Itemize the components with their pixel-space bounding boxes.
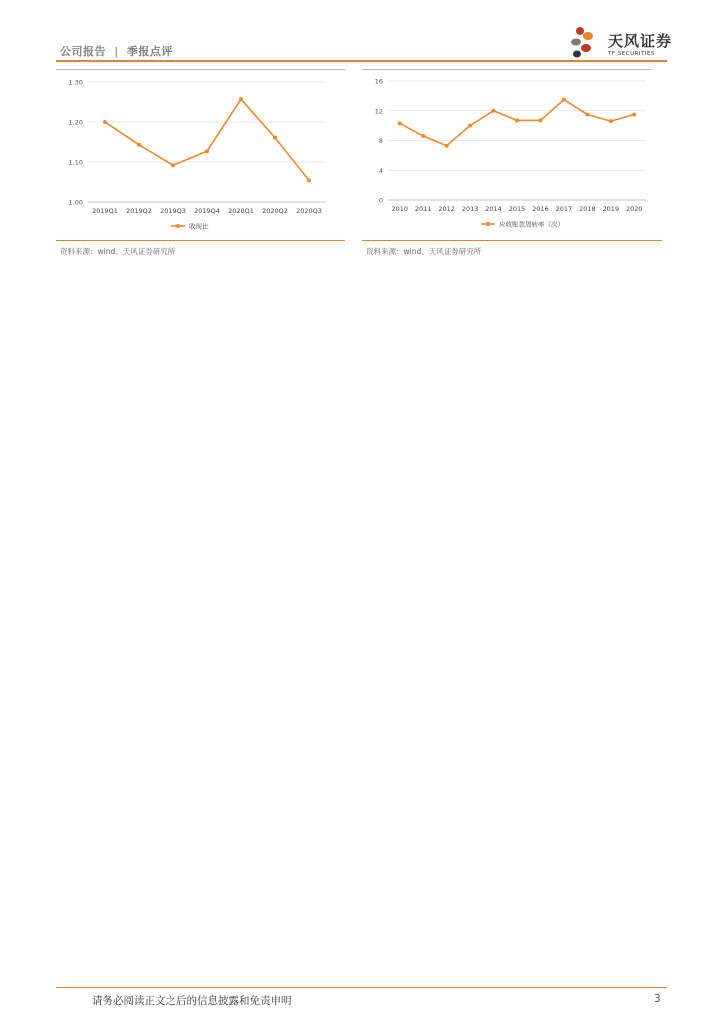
data-point (492, 109, 496, 113)
y-tick-label: 1.30 (68, 78, 83, 87)
data-point (585, 112, 589, 116)
header-separator: | (114, 45, 119, 58)
data-point (468, 124, 472, 128)
series-line (400, 100, 635, 146)
receivable-turnover-line-chart (362, 70, 662, 242)
x-tick-label: 2019 (602, 205, 620, 213)
x-tick-label: 2020 (625, 205, 643, 213)
x-tick-label: 2015 (508, 205, 526, 213)
x-tick-label: 2014 (485, 205, 502, 213)
chart-source-right: 资料来源：wind、天风证券研究所 (366, 247, 482, 256)
report-type-header (60, 43, 173, 59)
x-tick-label: 2019Q3 (160, 207, 186, 215)
x-tick-label: 2010 (391, 205, 409, 213)
series-line (105, 99, 309, 180)
legend-label: 收现比 (189, 222, 209, 231)
data-point (103, 120, 107, 124)
y-tick-label: 1.20 (68, 118, 83, 127)
chart-divider-left (56, 240, 345, 241)
x-tick-label: 2017 (555, 205, 573, 213)
x-tick-label: 2020Q1 (228, 207, 254, 215)
data-point (421, 134, 425, 138)
data-point (171, 163, 175, 167)
y-tick-label: 4 (378, 166, 383, 175)
footer-divider (56, 987, 667, 988)
data-point (205, 149, 209, 153)
legend-marker (486, 222, 490, 226)
x-tick-label: 2018 (579, 205, 596, 213)
y-tick-label: 16 (374, 77, 383, 86)
disclaimer-text: 请务必阅读正文之后的信息披露和免责申明 (92, 995, 292, 1007)
x-tick-label: 2011 (414, 205, 432, 213)
x-tick-label: 2019Q1 (92, 207, 118, 215)
data-point (609, 119, 613, 123)
x-tick-label: 2019Q2 (126, 207, 152, 215)
chart-panel-cash-ratio (56, 69, 345, 242)
y-tick-label: 8 (378, 137, 383, 145)
legend-marker (176, 224, 180, 228)
data-point (632, 112, 636, 116)
x-tick-label: 2016 (532, 205, 549, 213)
logo-name-en: TF SECURITIES (608, 51, 655, 57)
logo-name-cn: 天风证券 (608, 32, 673, 50)
y-tick-label: 1.00 (68, 198, 83, 207)
x-tick-label: 2020Q2 (262, 207, 288, 215)
cash-ratio-line-chart (56, 70, 345, 242)
legend-label: 应收账款周转率（次） (499, 220, 564, 229)
data-point (445, 144, 449, 148)
data-point (562, 98, 566, 102)
data-point (137, 143, 141, 147)
data-point (538, 118, 542, 122)
data-point (239, 97, 243, 101)
data-point (398, 121, 402, 125)
data-point (515, 118, 519, 122)
x-tick-label: 2020Q3 (296, 207, 322, 215)
report-section: 公司报告 (60, 45, 106, 58)
y-tick-label: 12 (374, 107, 383, 116)
y-tick-label: 0 (378, 196, 383, 205)
data-point (273, 136, 277, 140)
x-tick-label: 2019Q4 (194, 207, 220, 215)
chart-panel-receivable-turnover (362, 69, 651, 242)
report-subsection: 季报点评 (126, 45, 173, 58)
data-point (307, 178, 311, 182)
y-tick-label: 1.10 (68, 158, 83, 167)
page-number: 3 (654, 993, 661, 1005)
x-tick-label: 2013 (461, 205, 479, 213)
header-divider (56, 60, 667, 62)
x-tick-label: 2012 (438, 205, 455, 213)
chart-divider-right (362, 240, 662, 241)
chart-source-left: 资料来源：wind、天风证券研究所 (60, 247, 176, 256)
